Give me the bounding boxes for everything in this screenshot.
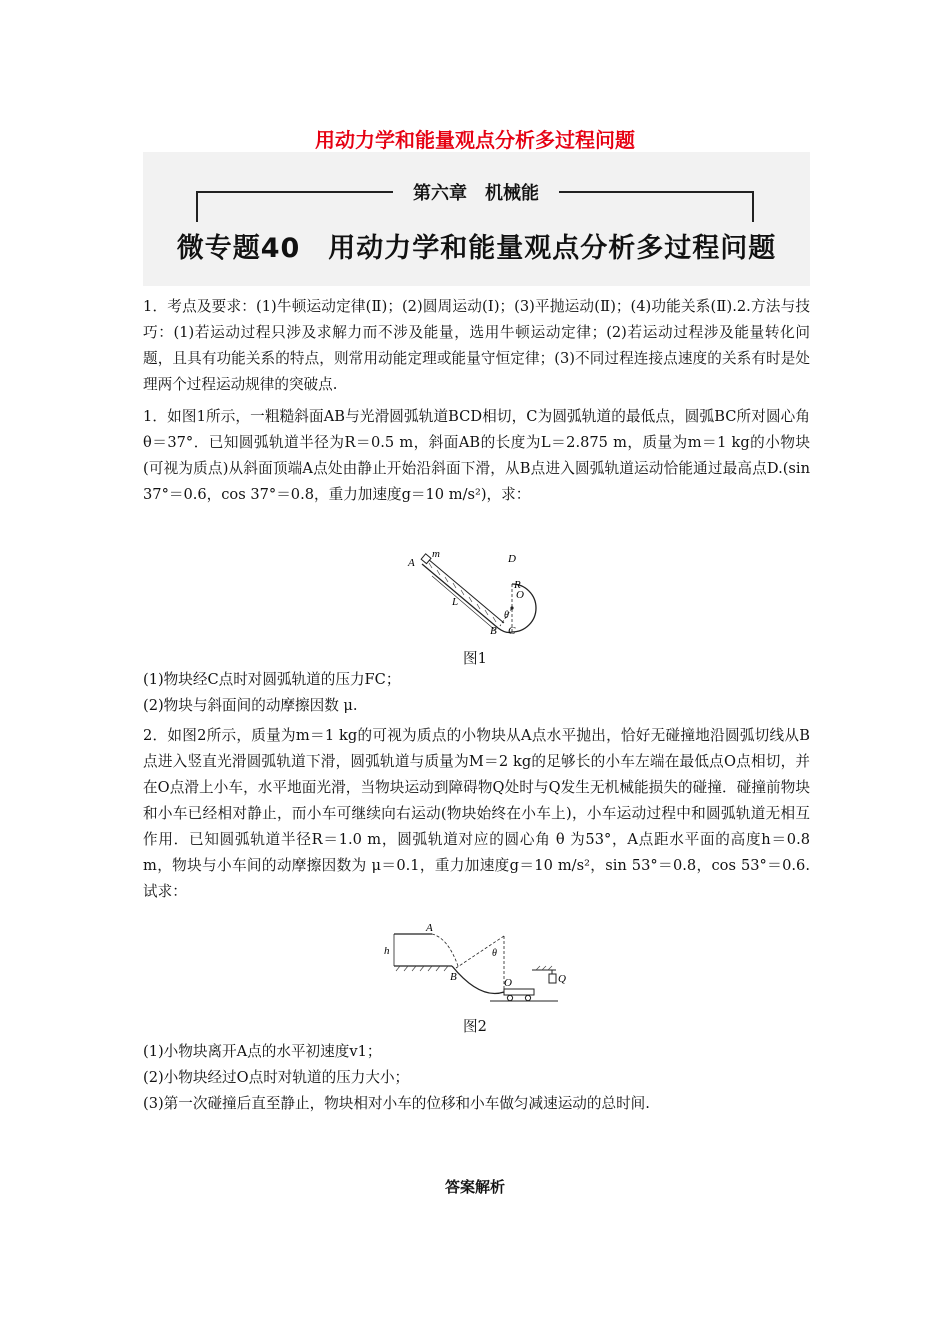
figure2-label-b: B [450, 971, 457, 983]
banner-tick-left [196, 191, 198, 222]
figure1-label-b: B [490, 625, 497, 637]
figure1-label-r: R [514, 579, 521, 591]
banner-tick-right [752, 191, 754, 222]
figure1-label-d: D [508, 553, 516, 565]
figure2-label-o: O [504, 977, 512, 989]
problem1-question-1: (1)物块经C点时对圆弧轨道的压力FC； [143, 671, 401, 688]
figure1-label-c: C [508, 625, 516, 637]
answer-heading: 答案解析 [444, 1178, 505, 1196]
topic-heading: 微专题40 用动力学和能量观点分析多过程问题 [176, 233, 777, 264]
figure1-label-a: A [408, 557, 415, 569]
figure-1 [400, 548, 590, 640]
figure2-label-q: Q [558, 973, 566, 985]
problem2-stem: 2．如图2所示，质量为m＝1 kg的可视为质点的小物块从A点水平抛出，恰好无碰撞地沿圆弧切线从B点进入竖直光滑圆弧轨道下滑，圆弧轨道与质量为M＝2 kg的足够长的小车左端在最低点O点相切，并在O点滑上小车，水平地面光滑，当物块运动到障碍物Q处时与Q发生无机械能损失的碰撞．碰撞前物块和小车已经相对静止，而小车可继续向右运动(物块始终在小车上)，小车运动过程中和圆弧轨道无相互作用．已知圆弧轨道半径R＝1.0 m，圆弧轨道对应的圆心角 θ 为53°，A点距水平面的高度h＝0.8 m，物块与小车间的动摩擦因数为 μ＝0.1，重力加速度g＝10 m/s²，sin 53°＝0.8，cos 53°＝0.6.试求： [143, 727, 810, 900]
intro-paragraph: 1．考点及要求：(1)牛顿运动定律(Ⅱ)；(2)圆周运动(Ⅰ)；(3)平抛运动(Ⅱ)；(4)功能关系(Ⅱ).2.方法与技巧：(1)若运动过程只涉及求解力而不涉及能量，选用牛顿运动定律；(2)若运动过程涉及能量转化问题，且具有功能关系的特点，则常用动能定理或能量守恒定律；(3)不同过程连接点速度的关系有时是处理两个过程运动规律的突破点. [143, 298, 810, 393]
figure1-label-l: L [452, 596, 459, 608]
problem2-question-2: (2)小物块经过O点时对轨道的压力大小； [143, 1069, 410, 1086]
figure2-label-a: A [426, 922, 433, 934]
page-title: 用动力学和能量观点分析多过程问题 [315, 128, 635, 152]
figure1-label-theta: θ [504, 610, 509, 621]
problem2-question-3: (3)第一次碰撞后直至静止，物块相对小车的位移和小车做匀减速运动的总时间. [143, 1095, 650, 1112]
figure2-label-h: h [384, 945, 390, 957]
banner-rule-right [559, 191, 754, 193]
figure-2 [380, 918, 580, 1010]
problem1-question-2: (2)物块与斜面间的动摩擦因数 μ. [143, 697, 358, 714]
figure1-label-o: O [516, 589, 524, 601]
figure2-label-theta: θ [492, 948, 497, 959]
problem1-stem: 1．如图1所示，一粗糙斜面AB与光滑圆弧轨道BCD相切，C为圆弧轨道的最低点，圆弧BC所对圆心角 θ＝37°．已知圆弧轨道半径为R＝0.5 m，斜面AB的长度为L＝2.875 m，质量为m＝1 kg的小物块(可视为质点)从斜面顶端A点处由静止开始沿斜面下滑，从B点进入圆弧轨道运动恰能通过最高点D.(sin 37°＝0.6，cos 37°＝0.8，重力加速度g＝10 m/s²)，求： [143, 408, 810, 503]
figure2-caption: 图2 [463, 1018, 487, 1035]
chapter-banner [143, 152, 810, 286]
chapter-heading: 第六章 机械能 [413, 183, 539, 204]
figure1-caption: 图1 [463, 650, 487, 667]
problem2-question-1: (1)小物块离开A点的水平初速度v1； [143, 1043, 382, 1060]
figure1-label-m: m [432, 548, 440, 560]
banner-rule-left [196, 191, 393, 193]
